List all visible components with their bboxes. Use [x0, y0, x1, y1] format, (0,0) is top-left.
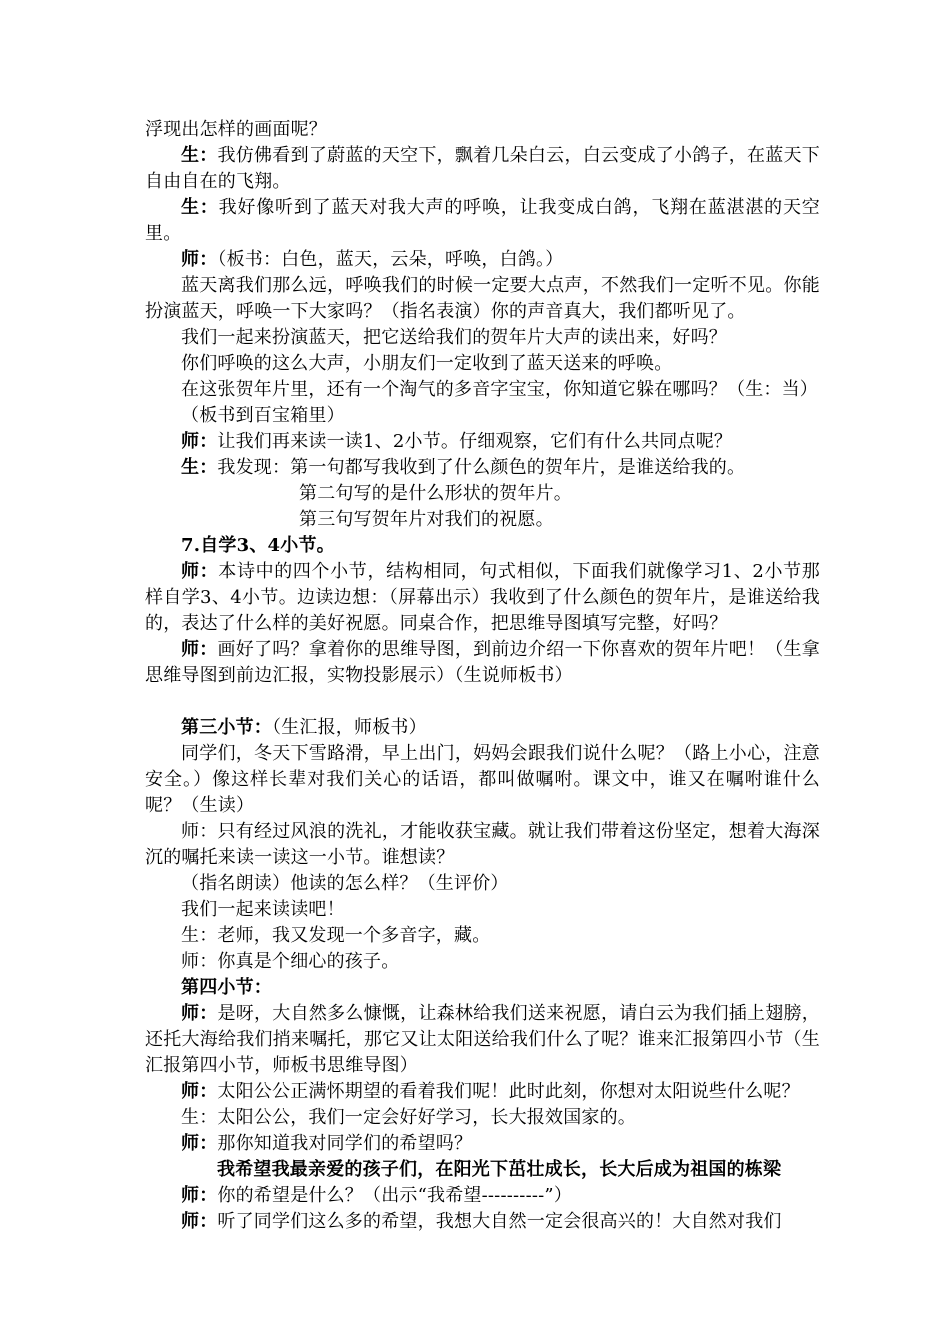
paragraph: 生：太阳公公，我们一定会好好学习，长大报效国家的。 — [181, 1107, 636, 1128]
paragraph-text: 画好了吗？拿着你的思维导图，到前边介绍一下你喜欢的贺年片吧！（生拿思维导图到前边汇报，实物投影展示）（生说师板书） — [145, 639, 820, 686]
paragraph: （指名朗读）他读的怎么样？（生评价） — [181, 873, 509, 894]
paragraph — [145, 429, 820, 455]
speaker-label: 师： — [181, 1185, 218, 1206]
speaker-label: 师： — [181, 1003, 218, 1024]
document-page — [145, 117, 820, 1235]
paragraph-text: 本诗中的四个小节，结构相同，句式相似，下面我们就像学习1、2小节那样自学3、4小节。边读边想：（屏幕出示）我收到了什么颜色的贺年片，是谁送给我的，表达了什么样的美好祝愿。同桌合作，把思维导图填写完整，好吗？ — [145, 561, 820, 634]
section-heading: 7.自学3、4小节。 — [181, 535, 335, 556]
speaker-label: 师： — [181, 249, 218, 270]
paragraph — [145, 1079, 820, 1105]
section-heading — [145, 715, 820, 741]
paragraph-text: 太阳公公正满怀期望的看着我们呢！此时此刻，你想对太阳说些什么呢？ — [217, 1081, 800, 1102]
speaker-label: 师： — [181, 1081, 218, 1102]
paragraph — [145, 1131, 820, 1157]
paragraph-text: 我发现：第一句都写我收到了什么颜色的贺年片，是谁送给我的。 — [217, 457, 746, 478]
paragraph: 第三句写贺年片对我们的祝愿。 — [299, 509, 554, 530]
paragraph — [145, 455, 820, 481]
paragraph: （板书到百宝箱里） — [181, 405, 345, 426]
speaker-label: 生： — [181, 145, 218, 166]
paragraph: 同学们，冬天下雪路滑，早上出门，妈妈会跟我们说什么呢？（路上小心，注意安全。）像这样长辈对我们关心的话语，都叫做嘱咐。课文中，谁又在嘱咐谁什么呢？（生读） — [145, 743, 820, 816]
paragraph-text: 听了同学们这么多的希望，我想大自然一定会很高兴的！大自然对我们 — [217, 1211, 782, 1232]
speaker-label: 师： — [181, 1133, 218, 1154]
paragraph — [145, 195, 820, 247]
paragraph: 师：只有经过风浪的洗礼，才能收获宝藏。就让我们带着这份坚定，想着大海深沉的嘱托来读一读这一小节。谁想读？ — [145, 821, 820, 868]
paragraph-text: 你的希望是什么？（出示“我希望----------”） — [217, 1185, 573, 1206]
section-heading-note: （生汇报，师板书） — [272, 717, 427, 738]
paragraph-text: 我好像听到了蓝天对我大声的呼唤，让我变成白鸽，飞翔在蓝湛湛的天空里。 — [145, 197, 820, 244]
paragraph-text: （板书：白色，蓝天，云朵，呼唤，白鸽。） — [217, 249, 564, 270]
paragraph: 蓝天离我们那么远，呼唤我们的时候一定要大点声，不然我们一定听不见。你能扮演蓝天，呼唤一下大家吗？（指名表演）你的声音真大，我们都听见了。 — [145, 275, 820, 322]
paragraph: 我们一起来读读吧！ — [181, 899, 345, 920]
paragraph — [145, 1209, 820, 1235]
speaker-label: 生： — [181, 457, 218, 478]
speaker-label: 师： — [181, 561, 219, 582]
speaker-label: 生： — [181, 197, 219, 218]
paragraph: 你们呼唤的这么大声，小朋友们一定收到了蓝天送来的呼唤。 — [181, 353, 673, 374]
highlight-sentence: 我希望我最亲爱的孩子们，在阳光下茁壮成长，长大后成为祖国的栋梁 — [217, 1159, 782, 1180]
paragraph-text: 那你知道我对同学们的希望吗？ — [217, 1133, 473, 1154]
paragraph — [145, 247, 820, 273]
speaker-label: 师： — [181, 431, 218, 452]
paragraph-text: 是呀，大自然多么慷慨，让森林给我们送来祝愿，请白云为我们插上翅膀，还托大海给我们捎来嘱托，那它又让太阳送给我们什么了呢？谁来汇报第四小节（生汇报第四小节，师板书思维导图） — [145, 1003, 820, 1076]
paragraph: 我们一起来扮演蓝天，把它送给我们的贺年片大声的读出来，好吗？ — [181, 327, 727, 348]
paragraph — [145, 559, 820, 637]
paragraph — [145, 1001, 820, 1079]
paragraph: 浮现出怎样的画面呢？ — [145, 119, 327, 140]
paragraph — [145, 1183, 820, 1209]
paragraph — [145, 143, 820, 195]
paragraph: 第二句写的是什么形状的贺年片。 — [299, 483, 572, 504]
paragraph-text: 我仿佛看到了蔚蓝的天空下，飘着几朵白云，白云变成了小鸽子，在蓝天下自由自在的飞翔。 — [145, 145, 820, 192]
section-heading-bold: 第三小节： — [181, 717, 272, 738]
paragraph: 生：老师，我又发现一个多音字，藏。 — [181, 925, 491, 946]
paragraph: 在这张贺年片里，还有一个淘气的多音字宝宝，你知道它躲在哪吗？（生：当） — [181, 379, 818, 400]
blank-line — [145, 689, 820, 715]
speaker-label: 师： — [181, 1211, 218, 1232]
speaker-label: 师： — [181, 639, 218, 660]
section-heading: 第四小节： — [181, 977, 272, 998]
paragraph — [145, 637, 820, 689]
paragraph-text: 让我们再来读一读1、2小节。仔细观察，它们有什么共同点呢？ — [217, 431, 733, 452]
paragraph: 师：你真是个细心的孩子。 — [181, 951, 400, 972]
